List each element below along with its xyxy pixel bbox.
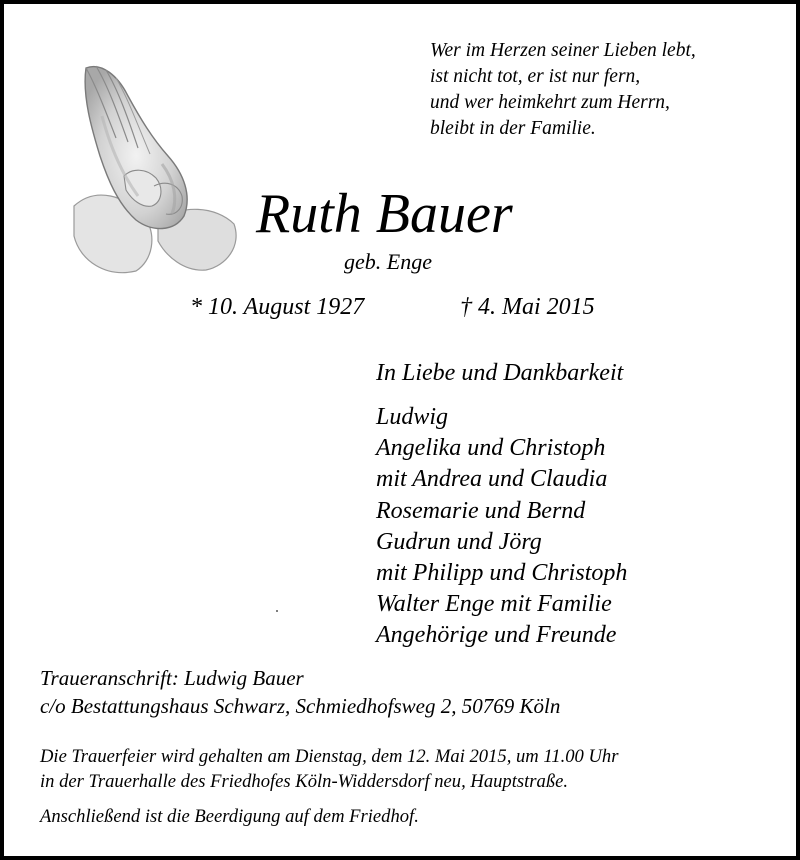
ceremony-line: in der Trauerhalle des Friedhofes Köln-Widdersdorf neu, Hauptstraße. (40, 771, 569, 792)
poem (430, 38, 696, 142)
print-speck (276, 610, 278, 612)
mourner: Walter Enge mit Familie (376, 591, 612, 618)
funeral-service-info (40, 744, 618, 794)
maiden-name: geb. Enge (344, 249, 432, 274)
poem-line: ist nicht tot, er ist nur fern, (430, 66, 641, 87)
poem-line: Wer im Herzen seiner Lieben lebt, (430, 40, 696, 61)
mourner: Angehörige und Freunde (376, 622, 617, 649)
address-line: Traueranschrift: Ludwig Bauer (40, 666, 304, 690)
mourner: Rosemarie und Bernd (376, 497, 586, 524)
ceremony-line: Die Trauerfeier wird gehalten am Dienstag, dem 12. Mai 2015, um 11.00 Uhr (40, 746, 619, 767)
dedication: In Liebe und Dankbarkeit (376, 360, 624, 386)
mourner: mit Philipp und Christoph (376, 560, 628, 587)
birth-date: * 10. August 1927 (190, 294, 365, 320)
mourner: Gudrun und Jörg (376, 528, 542, 555)
death-date: † 4. Mai 2015 (460, 294, 595, 320)
mourner: mit Andrea und Claudia (376, 466, 608, 493)
poem-line: und wer heimkehrt zum Herrn, (430, 92, 670, 113)
mourners-list (376, 402, 627, 652)
praying-hands-icon (66, 56, 246, 278)
deceased-name: Ruth Bauer (256, 183, 513, 245)
burial-info: Anschließend ist die Beerdigung auf dem Friedhof. (40, 806, 419, 827)
mourner: Ludwig (376, 404, 449, 430)
address-line: c/o Bestattungshaus Schwarz, Schmiedhofsweg 2, 50769 Köln (40, 694, 561, 718)
poem-line: bleibt in der Familie. (430, 118, 596, 139)
mourning-address (40, 664, 560, 720)
mourner: Angelika und Christoph (376, 435, 606, 462)
